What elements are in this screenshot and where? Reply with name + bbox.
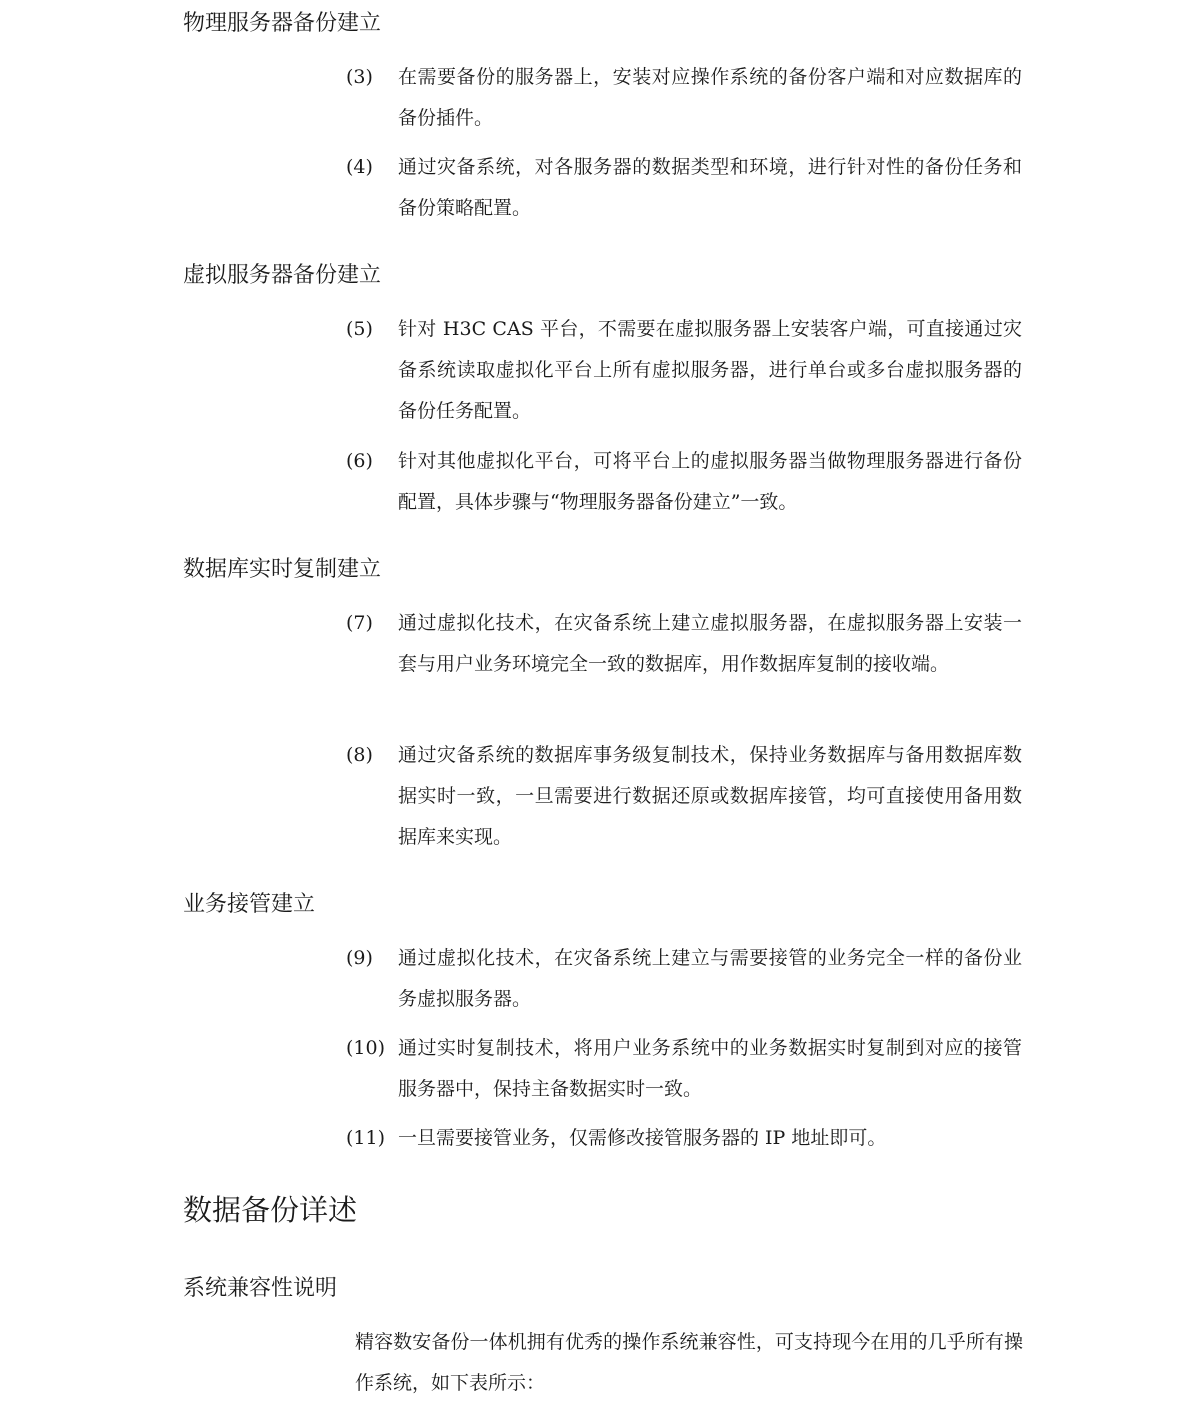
list-item-number: (7) (346, 612, 373, 634)
list-item-number: (8) (346, 744, 373, 766)
heading-virtual-backup: 虚拟服务器备份建立 (183, 263, 382, 288)
list-item (346, 57, 1026, 139)
list-item-number: (4) (346, 156, 373, 178)
list-item-number: (5) (346, 318, 373, 340)
compatibility-paragraph: 精容数安备份一体机拥有优秀的操作系统兼容性，可支持现今在用的几乎所有操作系统，如下表所示： (355, 1331, 1023, 1394)
list-item-text: 针对其他虚拟化平台，可将平台上的虚拟服务器当做物理服务器进行备份配置，具体步骤与“物理服务器备份建立”一致。 (398, 450, 1022, 513)
heading-backup-detail: 数据备份详述 (183, 1193, 358, 1227)
heading-physical-backup: 物理服务器备份建立 (183, 11, 382, 36)
list-item-text: 针对 H3C CAS 平台，不需要在虚拟服务器上安装客户端，可直接通过灾备系统读取虚拟化平台上所有虚拟服务器，进行单台或多台虚拟服务器的备份任务配置。 (398, 318, 1022, 422)
heading-takeover: 业务接管建立 (183, 892, 316, 917)
list-item (346, 309, 1026, 432)
list-item-text: 通过灾备系统的数据库事务级复制技术，保持业务数据库与备用数据库数据实时一致，一旦需要进行数据还原或数据库接管，均可直接使用备用数据库来实现。 (398, 744, 1022, 848)
list-item (346, 938, 1026, 1020)
list-item (346, 441, 1026, 523)
list-item-text: 一旦需要接管业务，仅需修改接管服务器的 IP 地址即可。 (398, 1127, 887, 1149)
heading-compatibility: 系统兼容性说明 (183, 1276, 338, 1301)
list-item-number: (9) (346, 947, 373, 969)
list-item (346, 1028, 1026, 1110)
list-item (346, 1118, 1026, 1159)
heading-db-replication: 数据库实时复制建立 (183, 557, 382, 582)
list-item-text: 通过灾备系统，对各服务器的数据类型和环境，进行针对性的备份任务和备份策略配置。 (398, 156, 1022, 219)
list-item-text: 通过虚拟化技术，在灾备系统上建立与需要接管的业务完全一样的备份业务虚拟服务器。 (398, 947, 1022, 1010)
list-item (346, 603, 1026, 685)
list-item-number: (10) (346, 1037, 386, 1059)
list-item-number: (3) (346, 66, 373, 88)
list-item-text: 通过虚拟化技术，在灾备系统上建立虚拟服务器，在虚拟服务器上安装一套与用户业务环境完全一致的数据库，用作数据库复制的接收端。 (398, 612, 1022, 675)
list-item (346, 735, 1026, 858)
list-item-text: 在需要备份的服务器上，安装对应操作系统的备份客户端和对应数据库的备份插件。 (398, 66, 1022, 129)
list-item-text: 通过实时复制技术，将用户业务系统中的业务数据实时复制到对应的接管服务器中，保持主备数据实时一致。 (398, 1037, 1022, 1100)
list-item-number: (11) (346, 1127, 386, 1149)
list-item (346, 147, 1026, 229)
list-item-number: (6) (346, 450, 373, 472)
